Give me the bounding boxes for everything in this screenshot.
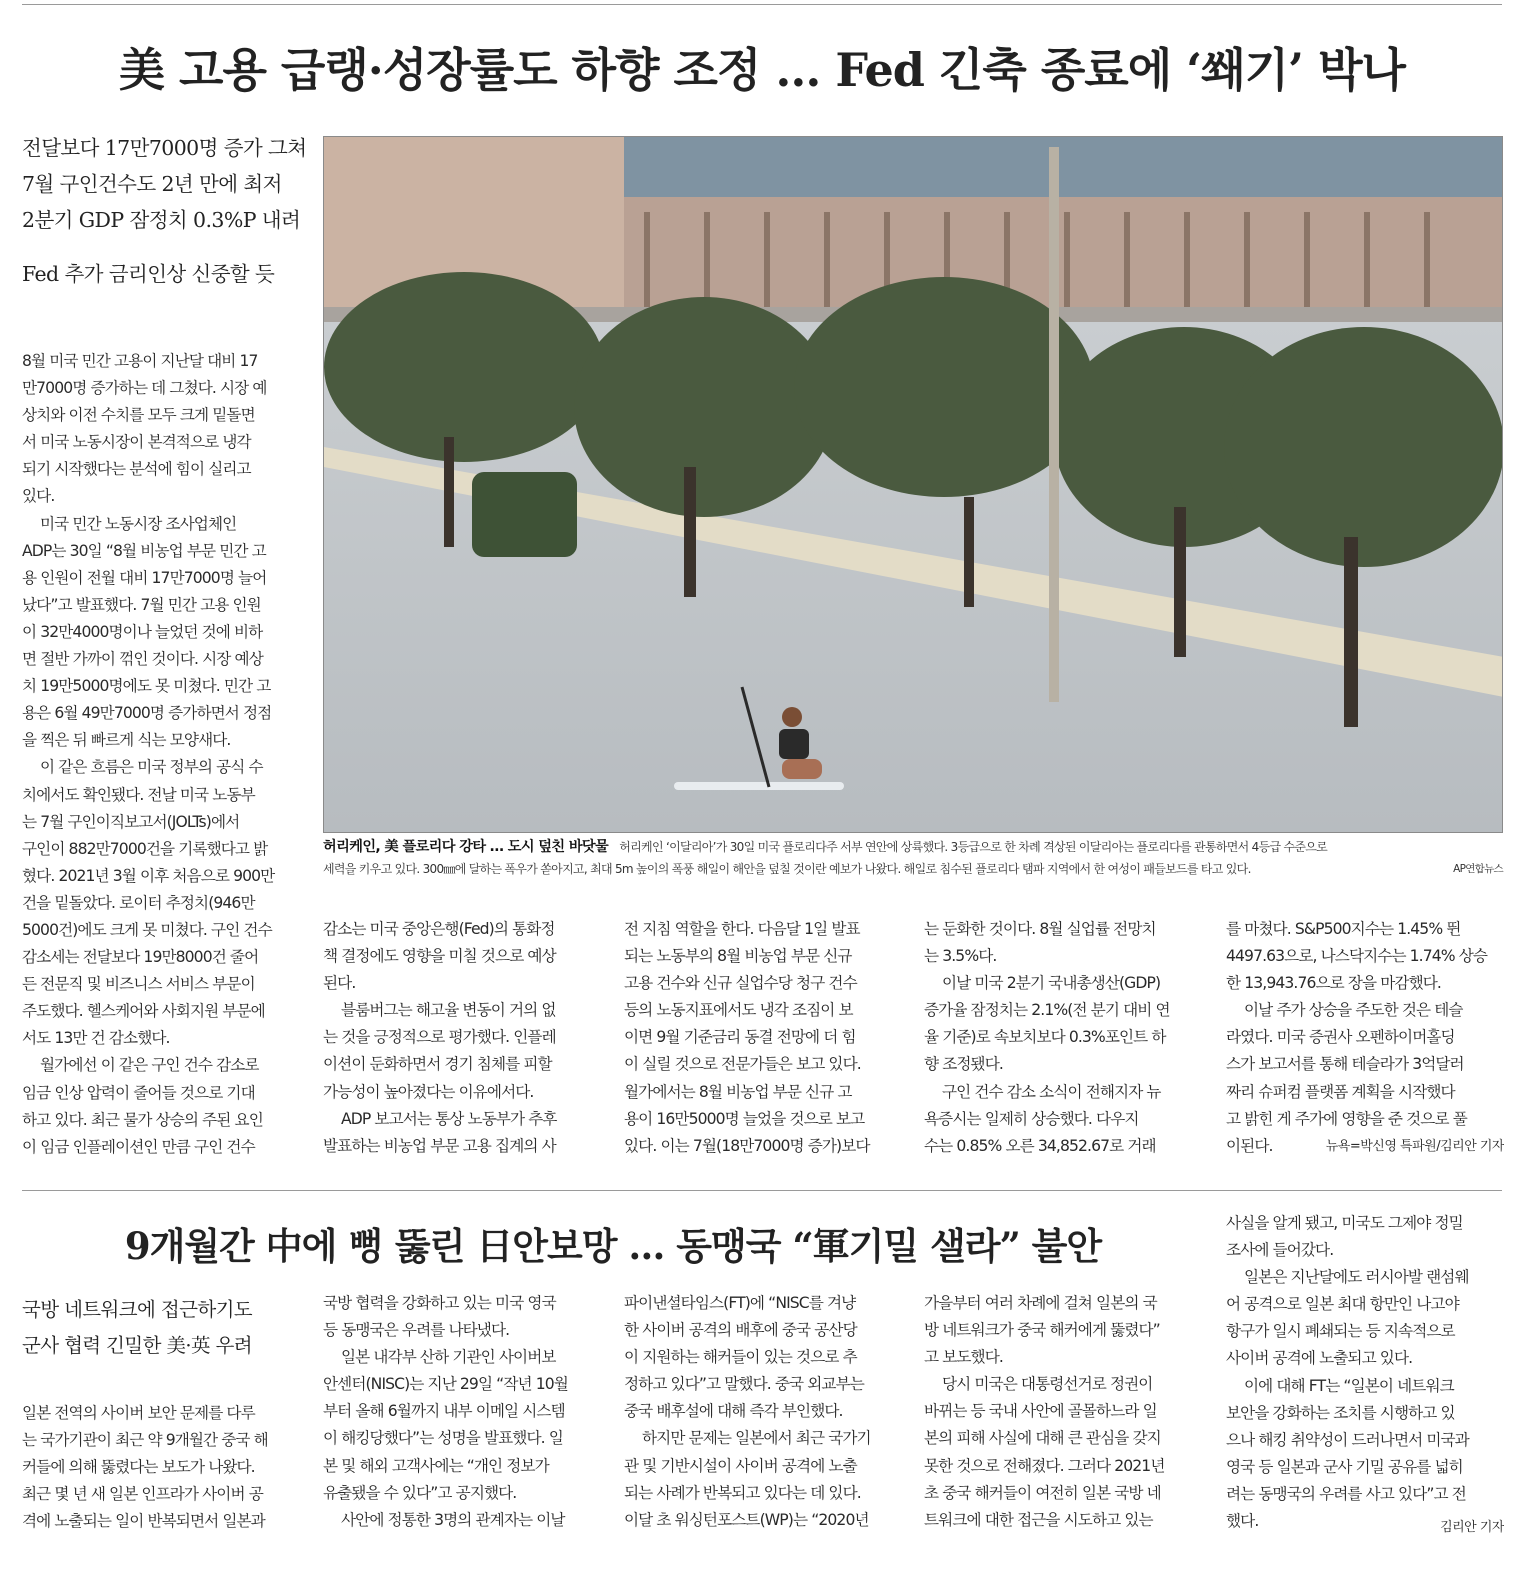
text-line: ADP 보고서는 통상 노동부가 추후 (341, 1109, 557, 1128)
text-line: 본의 피해 사실에 대해 큰 관심을 갖지 (924, 1429, 1161, 1448)
text-line: 는 3.5%다. (924, 947, 997, 966)
text-line: 한 사이버 공격의 배후에 중국 공산당 (624, 1321, 857, 1340)
text-line: 가능성이 높아졌다는 이유에서다. (323, 1082, 534, 1101)
text-line: 바뀌는 등 국내 사안에 골몰하느라 일 (924, 1402, 1157, 1421)
text-line: 이날 주가 상승을 주도한 것은 테슬 (1244, 1001, 1463, 1020)
subhead-line: 전달보다 17만7000명 증가 그쳐 (22, 136, 307, 160)
photo-credit: AP연합뉴스 (1453, 863, 1503, 875)
text-line: 든 전문직 및 비즈니스 서비스 부문이 (22, 975, 255, 994)
text-line: 짜리 슈퍼컴 플랫폼 계획을 시작했다 (1226, 1082, 1455, 1101)
article1-byline: 뉴욕=박신영 특파원/김리안 기자 (1325, 1139, 1504, 1154)
text-line: 하지만 문제는 일본에서 최근 국가기 (642, 1429, 871, 1448)
text-line: 조사에 들어갔다. (1226, 1241, 1334, 1260)
article2-headline: 9개월간 中에 뻥 뚫린 日안보망 … 동맹국 “軍기밀 샐라” 불안 (124, 1224, 1102, 1268)
text-line: 관 및 기반시설이 사이버 공격에 노출 (624, 1456, 857, 1475)
text-line: 사실을 알게 됐고, 미국도 그제야 정밀 (1226, 1214, 1463, 1232)
article1-subheads (22, 130, 306, 292)
subhead-line: Fed 추가 금리인상 신중할 듯 (22, 262, 275, 286)
article2-column-3 (624, 1290, 904, 1542)
text-line: 이 실릴 것으로 전문가들은 보고 있다. (624, 1055, 861, 1074)
subhead-line: 7월 구인건수도 2년 만에 최저 (22, 172, 282, 196)
subhead-line: 군사 협력 긴밀한 美·英 우려 (22, 1334, 252, 1357)
text-line: 커들에 의해 뚫렸다는 보도가 나왔다. (22, 1458, 255, 1477)
text-line: 일본 전역의 사이버 보안 문제를 다루 (22, 1404, 255, 1422)
text-line: 최근 몇 년 새 일본 인프라가 사이버 공 (22, 1485, 263, 1504)
top-rule (22, 4, 1502, 5)
text-line: 방 네트워크가 중국 해커에게 뚫렸다” (924, 1321, 1160, 1340)
text-line: 일본 내각부 산하 기관인 사이버보 (341, 1348, 556, 1367)
text-line: 이 지원하는 해커들이 있는 것으로 추 (624, 1348, 857, 1367)
text-line: 이달 초 워싱턴포스트(WP)는 “2020년 (624, 1510, 869, 1529)
text-line: 본 및 해외 고객사에는 “개인 정보가 (323, 1456, 549, 1475)
article1-column-4 (924, 916, 1206, 1163)
text-line: 고용 건수와 신규 실업수당 청구 건수 (624, 974, 857, 993)
text-line: 이 해킹당했다”는 성명을 발표했다. 일 (323, 1429, 563, 1448)
article1-column-1 (22, 348, 304, 1163)
flood-photo-illustration (324, 137, 1503, 833)
text-line: 유출됐을 수 있다”고 공지했다. (323, 1483, 517, 1502)
subhead-line: 2분기 GDP 잠정치 0.3%P 내려 (22, 208, 301, 232)
article1-column-5 (1226, 916, 1504, 1163)
text-line: 당시 미국은 대통령선거로 정권이 (942, 1375, 1153, 1394)
text-line: 전 지침 역할을 한다. 다음달 1일 발표 (624, 920, 860, 938)
text-line: 등 동맹국은 우려를 나타냈다. (323, 1321, 510, 1340)
article1-headline: 美 고용 급랭·성장률도 하향 조정 … Fed 긴축 종료에 ‘쐐기’ 박나 (119, 43, 1405, 97)
article2-column-4 (924, 1290, 1206, 1542)
text-line: 안센터(NISC)는 지난 29일 “작년 10월 (323, 1375, 568, 1394)
text-line: 트워크에 대한 접근을 시도하고 있는 (924, 1510, 1153, 1529)
photo-caption (323, 836, 1503, 880)
article2-column-2 (323, 1290, 603, 1542)
article-divider (22, 1190, 1502, 1191)
article2-subheads (22, 1292, 252, 1364)
text-line: 려는 동맹국의 우려를 사고 있다”고 전 (1226, 1484, 1466, 1503)
article1-column-3 (624, 916, 904, 1163)
text-line: 격에 노출되는 일이 반복되면서 일본과 (22, 1512, 265, 1531)
text-line: 혔다. 2021년 3월 이후 처음으로 900만 (22, 866, 275, 885)
text-line: 정하고 있다”고 말했다. 중국 외교부는 (624, 1375, 864, 1394)
text-line: 용 인원이 전월 대비 17만7000명 늘어 (22, 568, 267, 587)
text-line: 주도했다. 헬스케어와 사회지원 부문에 (22, 1002, 265, 1021)
text-line: 항구가 일시 폐쇄되는 등 지속적으로 (1226, 1322, 1455, 1341)
hurricane-flood-photo (323, 136, 1503, 833)
text-line: 면 절반 가까이 꺾인 것이다. 시장 예상 (22, 650, 263, 669)
text-line: 났다”고 발표했다. 7월 민간 고용 인원 (22, 595, 261, 614)
text-line: 고 보도했다. (924, 1348, 1003, 1367)
text-line: 를 마쳤다. S&P500지수는 1.45% 뛴 (1226, 920, 1461, 938)
subhead-line: 국방 네트워크에 접근하기도 (22, 1298, 253, 1321)
text-line: 증가율 잠정치는 2.1%(전 분기 대비 연 (924, 1001, 1170, 1020)
photo-caption-text-2: 세력을 키우고 있다. 300㎜에 달하는 폭우가 쏟아지고, 최대 5m 높이의 폭풍 해일이 해안을 덮칠 것이란 예보가 나왔다. 해일로 침수된 플로리다 탬파 지역에서 한 여성이 패들보드를 타고 있다. (323, 862, 1251, 876)
text-line: 용은 6월 49만7000명 증가하면서 정점 (22, 704, 272, 723)
text-line: 사이버 공격에 노출되고 있다. (1226, 1349, 1413, 1368)
text-line: 영국 등 일본과 군사 기밀 공유를 넓히 (1226, 1457, 1463, 1476)
text-line: 으나 해킹 취약성이 드러나면서 미국과 (1226, 1430, 1469, 1449)
text-line: 파이낸셜타임스(FT)에 “NISC를 겨냥 (624, 1294, 856, 1312)
text-line: 미국 민간 노동시장 조사업체인 (40, 514, 237, 533)
text-line: 는 7월 구인이직보고서(JOLTs)에서 (22, 812, 240, 831)
text-line: 이션이 둔화하면서 경기 침체를 피할 (323, 1055, 552, 1074)
text-line: 4497.63으로, 나스닥지수는 1.74% 상승 (1226, 947, 1488, 966)
text-line: 있다. 이는 7월(18만7000명 증가)보다 (624, 1136, 870, 1155)
article2-column-1 (22, 1400, 304, 1540)
text-line: 치 19만5000명에도 못 미쳤다. 민간 고 (22, 677, 271, 696)
text-line: 구인 건수 감소 소식이 전해지자 뉴 (942, 1082, 1161, 1101)
text-line: 못한 것으로 전해졌다. 그러다 2021년 (924, 1456, 1165, 1475)
photo-caption-text: 허리케인 ‘이달리아’가 30일 미국 플로리다주 서부 연안에 상륙했다. 3등급으로 한 차례 격상된 이달리아는 플로리다를 관통하면서 4등급 수준으로 (619, 840, 1328, 854)
text-line: 는 둔화한 것이다. 8월 실업률 전망치 (924, 920, 1156, 938)
text-line: 등의 노동지표에서도 냉각 조짐이 보 (624, 1001, 853, 1020)
text-line: 서도 13만 건 감소했다. (22, 1029, 170, 1048)
text-line: 율 기준)로 속보치보다 0.3%포인트 하 (924, 1028, 1166, 1047)
text-line: 수는 0.85% 오른 34,852.67로 거래 (924, 1136, 1156, 1155)
text-line: 용이 16만5000명 늘었을 것으로 보고 (624, 1109, 865, 1128)
text-line: 는 국가기관이 최근 약 9개월간 중국 해 (22, 1431, 268, 1450)
text-line: 스가 보고서를 통해 테슬라가 3억달러 (1226, 1055, 1464, 1074)
text-line: 욕증시는 일제히 상승했다. 다우지 (924, 1109, 1139, 1128)
text-line: 건을 밑돌았다. 로이터 추정치(946만 (22, 893, 255, 912)
text-line: 사안에 정통한 3명의 관계자는 이날 (341, 1510, 565, 1529)
text-line: 초 중국 해커들이 여전히 일본 국방 네 (924, 1483, 1161, 1502)
text-line: 되기 시작했다는 분석에 힘이 실리고 (22, 460, 251, 479)
article2-byline: 김리안 기자 (1440, 1520, 1504, 1535)
text-line: 일본은 지난달에도 러시아발 랜섬웨 (1244, 1268, 1469, 1287)
text-line: ADP는 30일 “8월 비농업 부문 민간 고 (22, 541, 266, 560)
text-line: 라였다. 미국 증권사 오펜하이머홀딩 (1226, 1028, 1455, 1047)
text-line: 보안을 강화하는 조치를 시행하고 있 (1226, 1403, 1455, 1422)
text-line: 상치와 이전 수치를 모두 크게 밑돌면 (22, 406, 255, 425)
article2-byline-box (1380, 1514, 1504, 1542)
text-line: 블룸버그는 해고율 변동이 거의 없 (341, 1001, 556, 1020)
text-line: 서 미국 노동시장이 본격적으로 냉각 (22, 433, 251, 452)
text-line: 이에 대해 FT는 “일본이 네트워크 (1244, 1376, 1454, 1395)
text-line: 이 32만4000명이나 늘었던 것에 비하 (22, 622, 263, 641)
text-line: 감소는 미국 중앙은행(Fed)의 통화정 (323, 920, 555, 938)
text-line: 월가에선 이 같은 구인 건수 감소로 (40, 1056, 259, 1075)
text-line: 했다. (1226, 1512, 1259, 1531)
article1-column-2 (323, 916, 603, 1163)
text-line: 어 공격으로 일본 최대 항만인 나고야 (1226, 1295, 1459, 1314)
text-line: 구인이 882만7000건을 기록했다고 밝 (22, 839, 268, 858)
text-line: 이된다. (1226, 1136, 1273, 1155)
text-line: 되는 사례가 반복되고 있다는 데 있다. (624, 1483, 861, 1502)
text-line: 월가에서는 8월 비농업 부문 신규 고 (624, 1082, 852, 1101)
text-line: 된다. (323, 974, 356, 993)
text-line: 감소세는 전달보다 19만8000건 줄어 (22, 948, 259, 967)
text-line: 이 임금 인플레이션인 만큼 구인 건수 (22, 1137, 255, 1156)
text-line: 이날 미국 2분기 국내총생산(GDP) (942, 974, 1161, 993)
text-line: 국방 협력을 강화하고 있는 미국 영국 (323, 1294, 556, 1312)
article2-column-5 (1226, 1210, 1504, 1540)
text-line: 중국 배후설에 대해 즉각 부인했다. (624, 1402, 843, 1421)
text-line: 향 조정됐다. (924, 1055, 1003, 1074)
text-line: 발표하는 비농업 부문 고용 집계의 사 (323, 1136, 556, 1155)
text-line: 있다. (22, 487, 55, 506)
text-line: 한 13,943.76으로 장을 마감했다. (1226, 974, 1441, 993)
text-line: 임금 인상 압력이 줄어들 것으로 기대 (22, 1083, 255, 1102)
text-line: 되는 노동부의 8월 비농업 부문 신규 (624, 947, 852, 966)
text-line: 하고 있다. 최근 물가 상승의 주된 요인 (22, 1110, 263, 1129)
photo-caption-title: 허리케인, 美 플로리다 강타 … 도시 덮친 바닷물 (323, 839, 609, 855)
article1-byline-box (1300, 1133, 1504, 1161)
text-line: 치에서도 확인됐다. 전날 미국 노동부 (22, 785, 255, 804)
text-line: 만7000명 증가하는 데 그쳤다. 시장 예 (22, 379, 267, 398)
text-line: 는 것을 긍정적으로 평가했다. 인플레 (323, 1028, 556, 1047)
text-line: 부터 올해 6월까지 내부 이메일 시스템 (323, 1402, 565, 1421)
text-line: 8월 미국 민간 고용이 지난달 대비 17 (22, 352, 258, 370)
text-line: 을 찍은 뒤 빠르게 식는 모양새다. (22, 731, 231, 750)
text-line: 이 같은 흐름은 미국 정부의 공식 수 (40, 758, 263, 777)
text-line: 책 결정에도 영향을 미칠 것으로 예상 (323, 947, 556, 966)
text-line: 이면 9월 기준금리 동결 전망에 더 힘 (624, 1028, 856, 1047)
text-line: 가을부터 여러 차례에 걸쳐 일본의 국 (924, 1294, 1157, 1312)
text-line: 5000건)에도 크게 못 미쳤다. 구인 건수 (22, 920, 272, 939)
text-line: 고 밝힌 게 주가에 영향을 준 것으로 풀 (1226, 1109, 1467, 1128)
